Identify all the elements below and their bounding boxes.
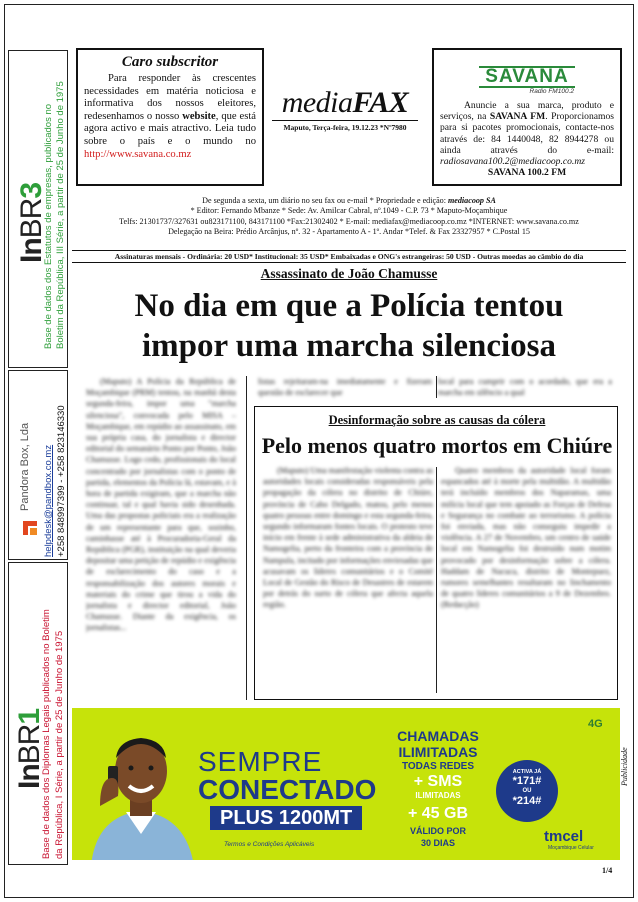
- info-line-3: Telfs: 21301737/327631 ou823171100, 843171100 *Fax:21302402 * E-mail: mediafax@mediacoop.co.mz *INTERNET: www.savana.co.mz: [119, 216, 579, 226]
- column-divider: [436, 376, 437, 398]
- tmcel-logo: tmcel: [544, 828, 584, 845]
- subscription-rates: Assinaturas mensais - Ordinária: 20 USD* Institucional: 35 USD* Embaixadas e ONG's estrangeiras: 50 USD - Outras moedas ao câmbio do dia: [72, 250, 626, 263]
- cholera-article-box: [254, 406, 618, 700]
- info-line-4: Delegação na Beira: Prédio Arcânjus, nº. 32 - Apartamento A - 1º. Andar *Telef. & Fax 23327957 * C.Postal 15: [168, 227, 530, 237]
- subscriber-title: Caro subscritor: [121, 54, 219, 70]
- inbr1-desc-line1: Base de dados dos Diplomas Legais publicados no Boletim: [41, 609, 52, 859]
- cholera-headline: Pelo menos quatro mortos em Chiúre: [261, 433, 613, 458]
- pandora-email-link[interactable]: helpdesk@pandbox.co.mz: [43, 444, 54, 557]
- inbr3-logo: InBR3: [15, 182, 48, 263]
- masthead-title: mediaFAX: [281, 86, 409, 119]
- lead-column-1: (Maputo) A Polícia da República de Moçambique (PRM) tentou, na manhã desta segunda-feira, impor uma "marcha silenciosa", convocada pelo MISA – Moçambique, em repúdio ao assassinato, em sua própria casa, do jornalista e director editorial do semanário Ponto por Ponto, João Chamusse. Logo cedo, profissionais do local concentrado por jornalistas com o ponto de partida, elementos da Polícia lá, estavam, e à hora de partida exigiram, que a marcha não continuar, tal e qual havia sido desenhada. Uma das propostas policiais era a realização de um representante para que, sozinho, caminhasse até à Procuradoria-Geral da República (PGR), instituição na qual deveria depositar uma petição de repúdio e exigência de esclarecimento do caso e a responsabilização dos autores morais e materiais do crime que tirou a vida do jornalista e director editorial, João Chamusse. Diante da exigência, os jornalistas...: [86, 377, 236, 633]
- column-divider: [436, 467, 437, 693]
- inbr3-desc-line2: Boletim da República, III Série, a partir de 25 de Junho de 1975: [55, 81, 66, 349]
- cholera-kicker: Desinformação sobre as causas da cólera: [328, 413, 546, 427]
- publication-info: [72, 196, 626, 238]
- ad-activation-badge: ACTIVA JÁ *171# OU *214#: [496, 760, 558, 822]
- inbr1-logo: InBR1: [13, 708, 46, 789]
- left-strip: [8, 50, 68, 865]
- inbr3-desc-line1: Base de dados dos Estatutos de empresas, publicados no: [43, 103, 54, 349]
- lead-headline: No dia em que a Polícia tentou impor uma marcha silenciosa: [134, 288, 564, 364]
- ad-4g-badge: 4G: [588, 718, 603, 730]
- pandora-phones: +258 848997399 - +258 823146330: [56, 405, 67, 557]
- smiling-man-image: [86, 716, 196, 860]
- savana-text: Anuncie a sua marca, produto e serviços, na SAVANA FM. Proporcionamos para si pacotes promocionais, contacte-nos através de: 84 1440048, 82 8944278 ou ainda através do e-mail: radiosavana100.2@mediacoop.co.mz: [440, 100, 614, 168]
- ad-terms: Termos e Condições Aplicáveis: [224, 841, 315, 848]
- ad-sempre: SEMPRE: [198, 746, 323, 777]
- page-number: 1/4: [602, 866, 613, 875]
- ad-offer: CHAMADAS ILIMITADAS TODAS REDES + SMS ILIMITADAS + 45 GB VÁLIDO POR 30 DIAS: [397, 728, 479, 848]
- subscriber-box: [76, 48, 264, 186]
- ad-plus-price: PLUS 1200MT: [210, 806, 362, 830]
- pandora-box: [8, 370, 68, 560]
- masthead: [264, 88, 426, 132]
- info-line-2: * Editor: Fernando Mbanze * Sede: Av. Amilcar Cabral, nº.1049 - C.P. 73 * Maputo-Moçambique: [190, 206, 508, 216]
- lead-column-3: local para cumprir com o acordado, que era a marcha em silêncio a qual: [438, 377, 612, 398]
- inbr3-box: [8, 50, 68, 368]
- publicidade-label: Publicidade: [620, 747, 629, 786]
- info-line-1: De segunda a sexta, um diário no seu fax ou e-mail * Propriedade e edição: mediacoop SA: [202, 196, 496, 205]
- cholera-column-1: (Maputo) Uma manifestação violenta contra as autoridades locais consideradas responsáveis pela propagação da cólera no distrito de Chiúre, província de Cabo Delgado, matou, pelo menos quatro pessoas entre domingo e esta segunda-feira, segundo informaram fontes locais. O protesto teve início em frente à sede administrativa da aldeia de Namogelia, perto da fronteira com a província de Nampula, incitado por informações enviesadas que acusavam os líderes comunitários e o Comité Local de Gestão do Risco de Desastres de estarem por detrás do surto de cólera que afecta aquela região.: [263, 466, 433, 610]
- savana-box: [432, 48, 622, 186]
- inbr1-box: [8, 562, 68, 865]
- column-divider: [246, 376, 247, 700]
- masthead-date: Maputo, Terça-feira, 19.12.23 *Nº7980: [283, 123, 407, 132]
- lead-kicker: Assassinato de João Chamusse: [260, 266, 438, 281]
- lead-column-2: listas rejeitaram-na imediatamente e fizeram questão de esclarecer que: [258, 377, 432, 398]
- savana-footer: SAVANA 100.2 FM: [487, 167, 567, 179]
- ad-conectado: CONECTADO: [198, 774, 377, 805]
- subscriber-text: Para responder às crescentes necessidades em matéria noticiosa e informativa dos nossos eleitores, redesenhamos o nosso website, que está agora activo e mais atractivo. Leia tudo sobre o país e o mundo no http://www.savana.co.mz: [84, 73, 256, 160]
- pandora-name: Pandora Box, Lda: [19, 422, 31, 511]
- savana-logo: SAVANA Radio FM100.2: [440, 54, 614, 96]
- tmcel-logo-sub: Moçambique Celular: [548, 845, 594, 851]
- inbr1-desc-line2: da República, I Série, a partir de 25 de Junho de 1975: [54, 630, 65, 859]
- savana-website-link[interactable]: http://www.savana.co.mz: [84, 148, 192, 160]
- savana-email[interactable]: radiosavana100.2@mediacoop.co.mz: [440, 156, 585, 168]
- tmcel-advertisement[interactable]: [72, 708, 620, 860]
- cholera-column-2: Quatro membros da autoridade local foram espancados até à morte pela multidão. A multidão terá incluído membros dos Naparamas, uma milícia local que tem apoiado as Forças de Defesa e Segurança no combate ao terrorismo. A polícia foi enviada, mas não conseguiu impedir a violência. A 27 de Novembro, um centro de saúde local em Namogelia foi destruído num motim provocado por desinformação sobre a cólera. Haddam de Nacuca, distrito de Montepuez, rumores semelhantes resultaram no linchamento de quatro líderes comunitários a 9 de Dezembro. (Redacção): [441, 466, 611, 610]
- pandora-logo-icon: [23, 521, 37, 535]
